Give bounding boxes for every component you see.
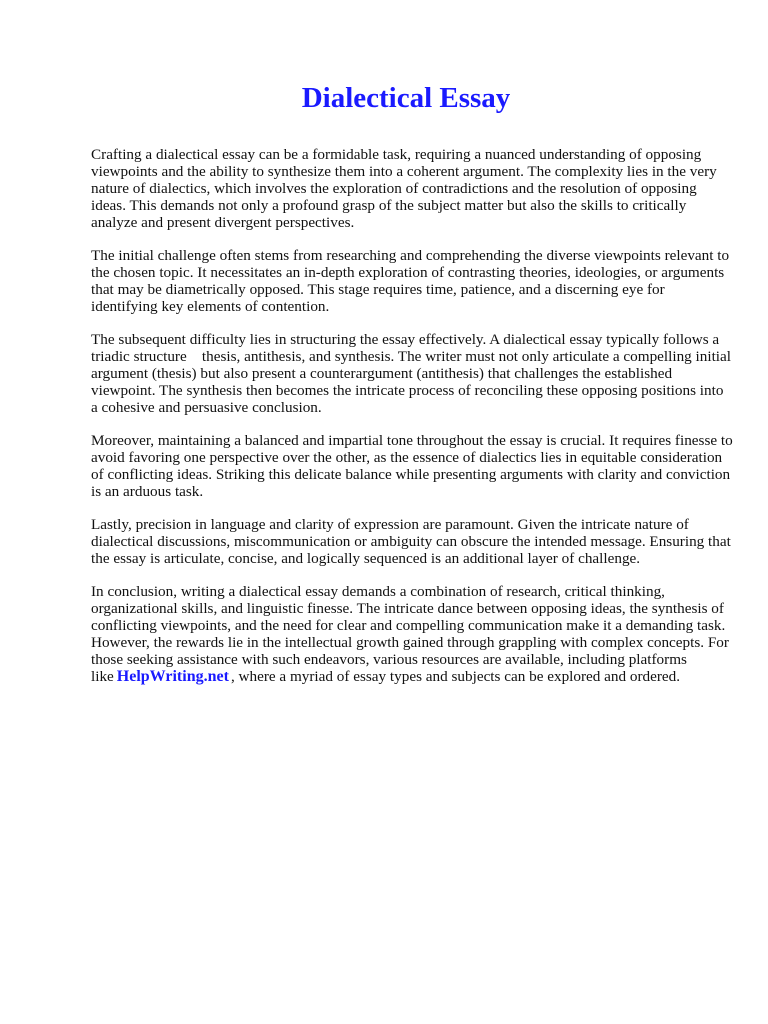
paragraph-intro: Crafting a dialectical essay can be a formidable task, requiring a nuanced understanding of opposing viewpoints and the ability to synthesize them into a coherent argument. The complexity lies in the very nature of dialectics, which involves the exploration of contradictions and the resolution of opposing ideas. This demands not only a profound grasp of the subject matter but also the skills to critically analyze and present divergent perspectives. (91, 146, 717, 231)
paragraph-language: Lastly, precision in language and clarity of expression are paramount. Given the intricate nature of dialectical discussions, miscommunication or ambiguity can obscure the intended message. Ensuring that the essay is articulate, concise, and logically sequenced is an additional layer of challenge. (91, 516, 731, 567)
paragraph-structure: The subsequent difficulty lies in structuring the essay effectively. A dialectical essay typically follows a triadic structure thesis, antithesis, and synthesis. The writer must not only articulate a compelling initial argument (thesis) but also present a counterargument (antithesis) that challenges the established viewpoint. The synthesis then becomes the intricate process of reconciling these opposing positions into a cohesive and persuasive conclusion. (91, 331, 731, 416)
conclusion-text-end: , where a myriad of essay types and subjects can be explored and ordered. (230, 668, 681, 685)
helpwriting-link[interactable]: HelpWriting.net (116, 668, 229, 685)
essay-body (91, 146, 733, 701)
conclusion-text: In conclusion, writing a dialectical essay demands a combination of research, critical thinking, organizational skills, and linguistic finesse. The intricate dance between opposing ideas, the synthesis of conflicting viewpoints, and the need for clear and compelling communication make it a demanding task. However, the rewards lie in the intellectual growth gained through grappling with complex concepts. For those seeking assistance with such endeavors, various resources are available, including platforms like (91, 583, 729, 685)
paragraph-conclusion (91, 583, 733, 685)
paragraph-tone: Moreover, maintaining a balanced and impartial tone throughout the essay is crucial. It requires finesse to avoid favoring one perspective over the other, as the essence of dialectics lies in equitable consideration of conflicting ideas. Striking this delicate balance while presenting arguments with clarity and conviction is an arduous task. (91, 432, 733, 500)
paragraph-initial-challenge: The initial challenge often stems from researching and comprehending the diverse viewpoints relevant to the chosen topic. It necessitates an in-depth exploration of contrasting theories, ideologies, or arguments that may be diametrically opposed. This stage requires time, patience, and a discerning eye for identifying key elements of contention. (91, 247, 730, 315)
page-title: Dialectical Essay (301, 82, 511, 114)
